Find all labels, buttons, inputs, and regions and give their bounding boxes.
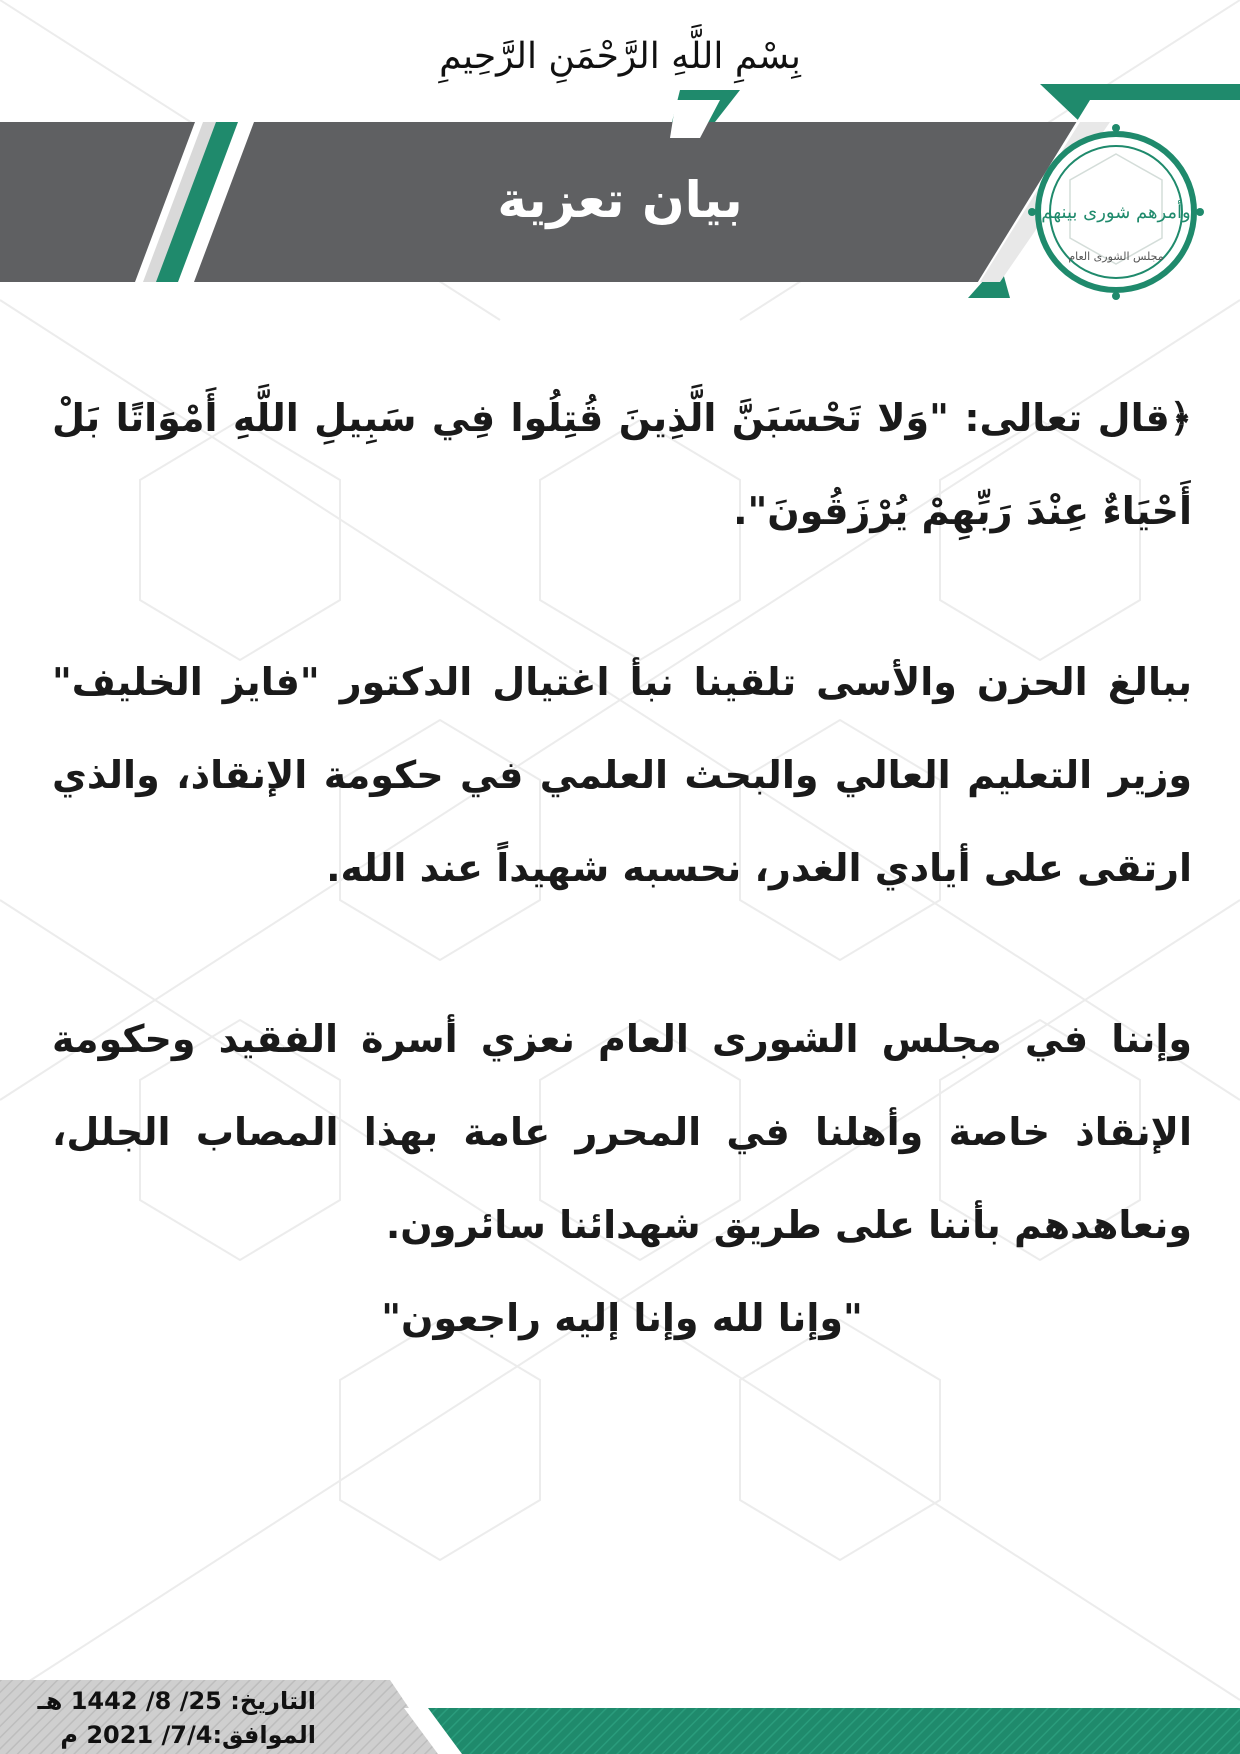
statement-dates	[6, 1684, 316, 1752]
statement-body	[52, 372, 1192, 1365]
quran-verse: ﴿قال تعالى: "وَلا تَحْسَبَنَّ الَّذِينَ قُتِلُوا فِي سَبِيلِ اللَّهِ أَمْوَاتًا بَلْ أَحْيَاءٌ عِنْدَ رَبِّهِمْ يُرْزَقُونَ".	[52, 396, 1192, 533]
paragraph-announcement: ببالغ الحزن والأسى تلقينا نبأ اغتيال الدكتور "فايز الخليف" وزير التعليم العالي والبحث العلمي في حكومة الإنقاذ، والذي ارتقى على أيادي الغدر، نحسبه شهيداً عند الله.	[52, 660, 1192, 890]
date-gregorian: الموافق:7/4/ 2021 م	[60, 1721, 316, 1749]
paragraph-condolence: وإننا في مجلس الشورى العام نعزي أسرة الفقيد وحكومة الإنقاذ خاصة وأهلنا في المحرر عامة بهذا المصاب الجلل، ونعاهدهم بأننا على طريق شهدائنا سائرون.	[52, 1017, 1192, 1247]
logo-calligraphy: وأمرهم شورى بينهم	[1041, 202, 1191, 223]
statement-title: بيان تعزية	[497, 171, 743, 229]
basmala: بِسْمِ اللَّهِ الرَّحْمَنِ الرَّحِيمِ	[439, 36, 801, 77]
date-hijri: التاريخ: 25/ 8/ 1442 هـ	[37, 1687, 316, 1715]
majlis-shura-seal-logo	[1022, 118, 1210, 306]
closing-phrase: "وإنا لله وإنا إليه راجعون"	[381, 1296, 863, 1340]
logo-caption: مجلس الشورى العام	[1068, 250, 1164, 263]
